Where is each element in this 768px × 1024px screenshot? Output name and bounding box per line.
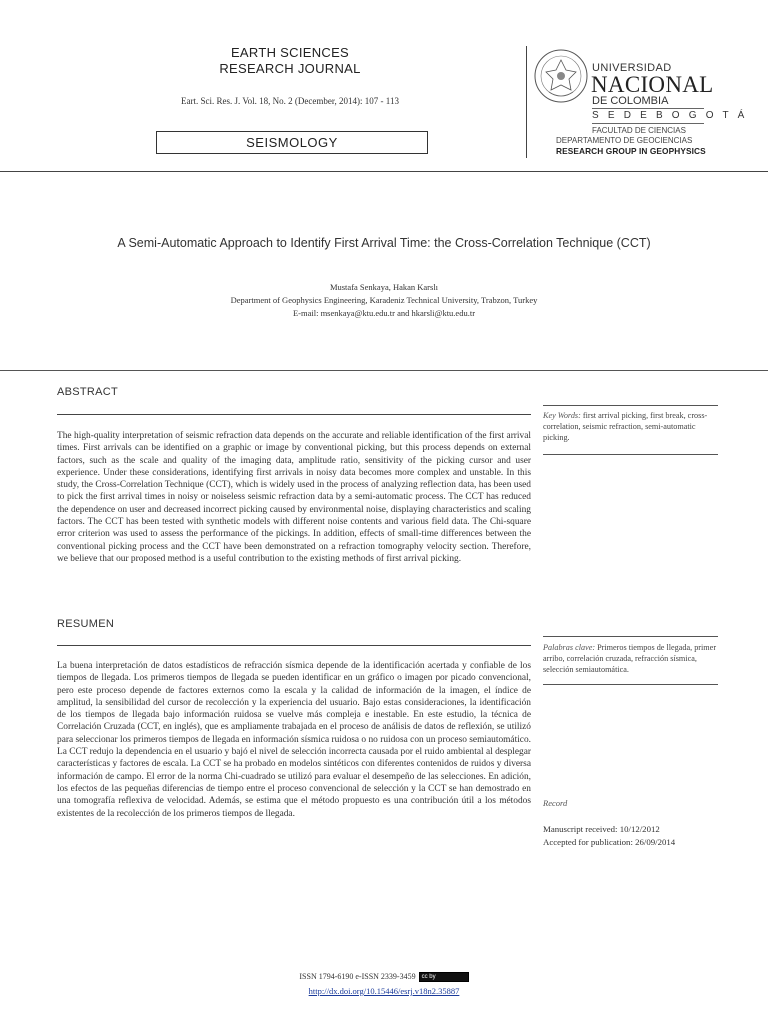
keywords-rule-bottom: [543, 454, 718, 455]
resumen-heading: RESUMEN: [57, 618, 115, 630]
palabras-block: [543, 642, 718, 675]
faculty-name: FACULTAD DE CIENCIAS: [592, 126, 686, 135]
accepted-date: Accepted for publication: 26/09/2014: [543, 837, 676, 847]
research-group-name: RESEARCH GROUP IN GEOPHYSICS: [556, 146, 706, 156]
issn-text: ISSN 1794-6190 e-ISSN 2339-3459: [299, 972, 416, 981]
cc-license-label: cc by: [421, 974, 436, 981]
journal-title-line1: EARTH SCIENCES: [230, 45, 350, 60]
abstract-heading: ABSTRACT: [57, 386, 119, 398]
palabras-text: Primeros tiempos de llegada, primer arribo, correlación cruzada, refracción sísmica, selección semiautomática.: [543, 643, 717, 674]
abstract-text: The high-quality interpretation of seismic refraction data depends on the accurate and reliable identification of the first arrival times. First arrivals can be identified on a graphic or image by conventional picking, but this process depends on external factors, such as the scale and quality of the imaging data, amplitude ratio, sensitivity of the picking cursor and user experience. Under these considerations, identifying first arrivals in noisy data becomes more complex and unstable. In this study, the Cross-Correlation Technique (CCT), which is widely used in the process of analyzing reflection data, has been used to pick the first arrival times in noisy or noiseless seismic refraction data by a semi-automatic process. The CCT has reduced the dependence on user and decreased incorrect picking caused by environmental noise, displaying characteristics and scaling factors. The CCT has been tested with synthetic models with different noise contents and various field data. The Chi-square error criterion was used to assess the performance of the pickings. In addition, effects of small-time differences between the conventional picking process and the CCT have been demonstrated on a refraction tomography velocity section. Therefore, we believe that our proposed method is a useful contribution to the existing methods of first arrival picking.: [57, 431, 531, 564]
university-rule-2: [592, 123, 704, 124]
doi-link[interactable]: http://dx.doi.org/10.15446/esrj.v18n2.35887: [308, 986, 460, 996]
issn-line: [250, 972, 518, 982]
university-name: NACIONAL: [591, 72, 714, 97]
author-email: E-mail: msenkaya@ktu.edu.tr and hkarsli@ktu.edu.tr: [292, 308, 476, 318]
manuscript-received: Manuscript received: 10/12/2012: [543, 824, 660, 834]
affiliation: Department of Geophysics Engineering, Karadeniz Technical University, Trabzon, Turkey: [230, 295, 538, 305]
university-sede: S E D E B O G O T Á: [592, 110, 748, 121]
abstract-rule: [57, 414, 531, 415]
university-word: UNIVERSIDAD: [592, 62, 672, 74]
authors: Mustafa Senkaya, Hakan Karslı: [329, 282, 439, 292]
header-divider: [526, 46, 527, 158]
department-name: DEPARTAMENTO DE GEOCIENCIAS: [556, 136, 693, 145]
header-rule: [0, 171, 768, 172]
journal-title: [160, 45, 420, 77]
record-label: Record: [543, 798, 568, 808]
resumen-text: La buena interpretación de datos estadísticos de refracción sísmica depende de la identificación acertada y confiable de los tiempos de llegada. Los primeros tiempos de llegada se pueden identificar en un gráfico o imagen por picado convencional, pero este proceso depende de factores externos como la escala y la calidad de información de la imagen, el índice de amplitud, la sensibilidad del cursor de recolección y la experiencia del usuario. Bajo estas consideraciones, la identificación de los tiempos de llegada bajo información ruidosa se vuelve más compleja e inestable. En este estudio, la técnica de Correlación Cruzada (CCT, en inglés), que es ampliamente trabajada en el proceso de análisis de datos de reflexión, se utilizó para seleccionar los primeros tiempos de llegada en información sísmica ruidosa o no ruidosa con un proceso semiautomático. La CCT redujo la dependencia en el usuario y bajó el nivel de selección incorrecta causada por el ruido ambiental al desplegar características y factores de escala. La CCT se ha probado en modelos sintéticos con diferentes contenidos de ruidos y diversa información de campo. El error de la norma Chi-cuadrado se utilizó para evaluar el desempeño de las selecciones. En adición, los efectos de las pequeñas diferencias de tiempo entre el proceso convencional de selección y la CCT se han demostrado en una tomografía reflexiva de velocidad. Además, se estima que el método propuesto es una contribución útil a los métodos existentes de la recolección de los primeros tiempos de llegada.: [57, 661, 531, 819]
palabras-rule-bottom: [543, 684, 718, 685]
university-seal-icon: [533, 48, 589, 104]
keywords-rule-top: [543, 405, 718, 406]
palabras-label: Palabras clave:: [543, 643, 596, 652]
university-rule: [592, 108, 704, 109]
journal-citation: Eart. Sci. Res. J. Vol. 18, No. 2 (December, 2014): 107 - 113: [181, 96, 399, 106]
palabras-rule-top: [543, 636, 718, 637]
university-country: DE COLOMBIA: [592, 95, 669, 107]
paper-title: A Semi-Automatic Approach to Identify First Arrival Time: the Cross-Correlation Technique (CCT): [117, 236, 651, 250]
keywords-label: Key Words:: [543, 411, 581, 420]
cc-license-icon[interactable]: [419, 972, 469, 982]
resumen-rule: [57, 645, 531, 646]
title-rule: [0, 370, 768, 371]
keywords-text: first arrival picking, first break, cross-correlation, seismic refraction, semi-automatic picking.: [543, 411, 708, 442]
journal-title-line2: RESEARCH JOURNAL: [219, 61, 361, 76]
section-label: SEISMOLOGY: [156, 131, 428, 154]
keywords-block: [543, 410, 718, 443]
